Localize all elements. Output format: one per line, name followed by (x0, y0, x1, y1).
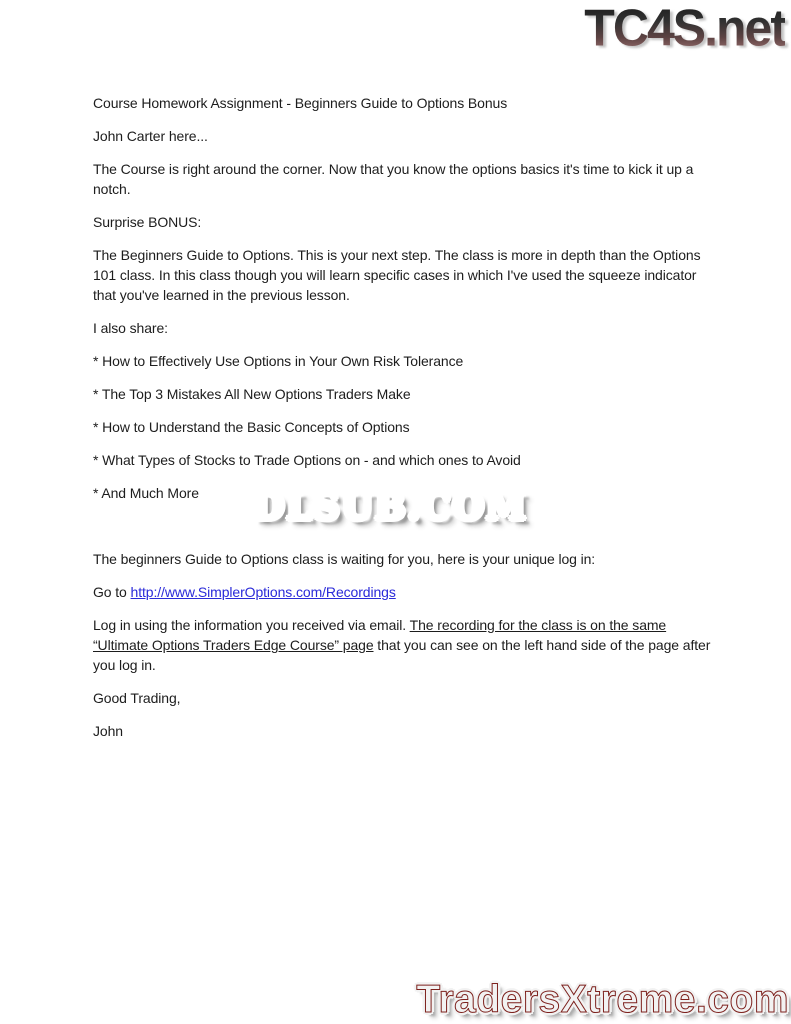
paragraph-course: The Course is right around the corner. Now that you know the options basics it's time to kick it up a notch. (93, 161, 694, 197)
paragraph-waiting: The beginners Guide to Options class is waiting for you, here is your unique log in: (93, 551, 596, 567)
paragraph-login (93, 615, 711, 675)
bullet-and-much-more: * And Much More (93, 485, 199, 501)
login-text-part1: Log in using the information you received via email. (93, 617, 410, 633)
closing-line: Good Trading, (93, 690, 181, 706)
login-text-part2: that you can see on the left hand side of the page after you log in. (93, 637, 711, 673)
goto-prefix: Go to (93, 584, 131, 600)
paragraph-i-also-share: I also share: (93, 320, 168, 336)
paragraph-beginners-guide: The Beginners Guide to Options. This is your next step. The class is more in depth than the Options 101 class. In this class though you will learn specific cases in which I've used the squeeze indicator that you've learned in the previous lesson. (93, 247, 701, 303)
bullet-basic-concepts: * How to Understand the Basic Concepts of Options (93, 419, 410, 435)
document-body (93, 93, 711, 754)
tc4s-site-logo: TC4S.net (584, 0, 785, 57)
recordings-link[interactable]: http://www.SimplerOptions.com/Recordings (130, 584, 396, 600)
bullet-risk-tolerance: * How to Effectively Use Options in Your Own Risk Tolerance (93, 353, 464, 369)
bullet-top-3-mistakes: * The Top 3 Mistakes All New Options Traders Make (93, 386, 411, 402)
dlsub-watermark-logo: DLSUB.COM (253, 483, 528, 531)
title-line: Course Homework Assignment - Beginners Guide to Options Bonus (93, 95, 508, 111)
paragraph-goto (93, 582, 711, 602)
bullet-types-of-stocks: * What Types of Stocks to Trade Options on - and which ones to Avoid (93, 452, 521, 468)
signature-line: John (93, 723, 123, 739)
login-underlined-phrase: The recording for the class is on the same “Ultimate Options Traders Edge Course” page (93, 617, 667, 653)
paragraph-surprise-bonus: Surprise BONUS: (93, 214, 202, 230)
greeting-line: John Carter here... (93, 128, 208, 144)
tradersxtreme-site-logo: TradersXtreme.com (416, 978, 789, 1021)
